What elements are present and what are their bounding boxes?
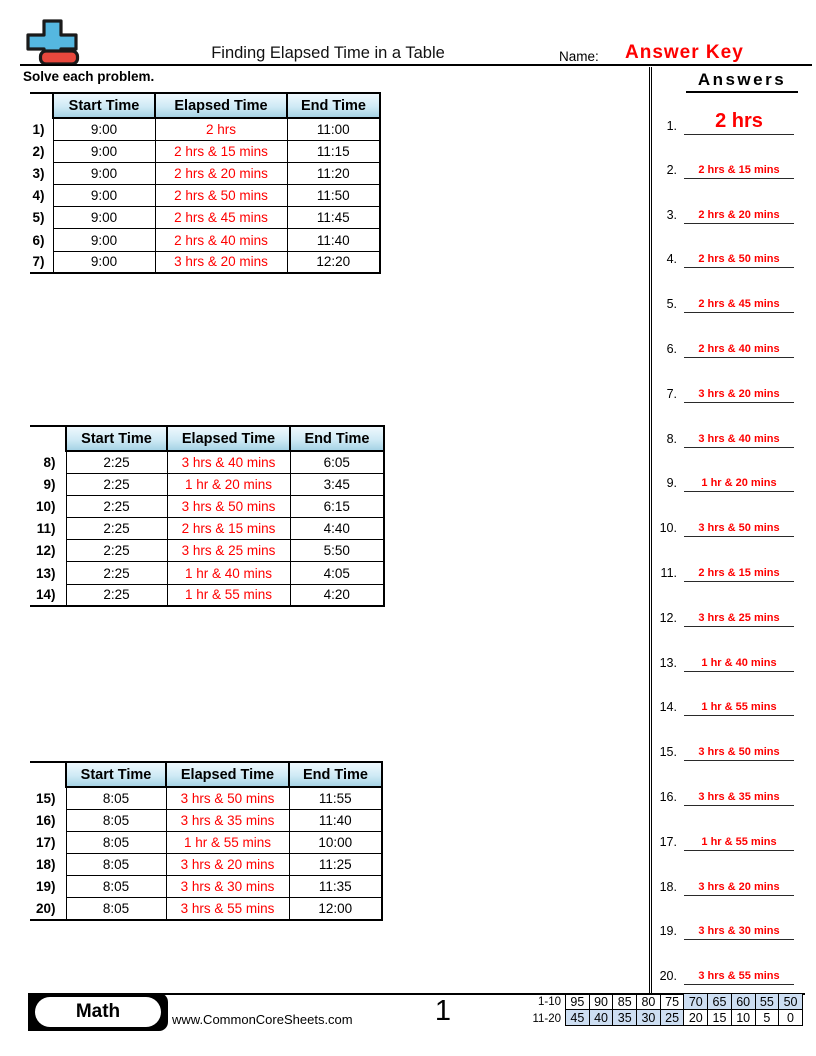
problem-number: 16) — [35, 812, 56, 828]
answer-item-20 — [651, 970, 797, 985]
answer-blank-line: 1 hr & 20 mins — [684, 477, 794, 492]
answer-number: 12. — [659, 610, 677, 625]
answer-number: 7. — [666, 386, 677, 401]
end-time-cell: 10:00 — [289, 831, 382, 853]
answer-blank-line: 1 hr & 55 mins — [684, 836, 794, 851]
page-number: 1 — [434, 995, 452, 1027]
answer-blank-line: 2 hrs & 15 mins — [684, 164, 794, 179]
answers-heading: Answers — [686, 70, 798, 93]
table-header-row — [30, 426, 384, 451]
table-row — [30, 518, 384, 540]
score-grid-row — [566, 1010, 803, 1026]
start-time-cell: 2:25 — [66, 473, 167, 495]
table-row — [30, 584, 384, 606]
column-header-end-time: End Time — [289, 762, 382, 787]
table-row — [30, 787, 382, 809]
elapsed-time-cell: 3 hrs & 20 mins — [166, 854, 289, 876]
start-time-cell: 2:25 — [66, 518, 167, 540]
elapsed-time-cell: 3 hrs & 20 mins — [155, 251, 287, 273]
start-time-cell: 8:05 — [66, 809, 166, 831]
elapsed-time-cell: 2 hrs & 15 mins — [155, 140, 287, 162]
answer-number: 15. — [659, 745, 677, 760]
instruction-text: Solve each problem. — [23, 69, 155, 84]
end-time-cell: 11:40 — [287, 229, 380, 251]
problem-number: 7) — [32, 254, 45, 270]
problem-number: 2) — [32, 143, 45, 159]
elapsed-time-cell: 3 hrs & 50 mins — [167, 495, 290, 517]
header-number-spacer — [30, 93, 53, 118]
start-time-cell: 2:25 — [66, 495, 167, 517]
start-time-cell: 8:05 — [66, 854, 166, 876]
table-row — [30, 495, 384, 517]
answer-blank-line: 3 hrs & 30 mins — [684, 925, 794, 940]
answer-item-15 — [651, 746, 797, 761]
elapsed-time-cell: 3 hrs & 30 mins — [166, 876, 289, 898]
end-time-cell: 11:35 — [289, 876, 382, 898]
table-row — [30, 162, 380, 184]
table-row — [30, 229, 380, 251]
elapsed-time-cell: 2 hrs & 40 mins — [155, 229, 287, 251]
elapsed-time-table — [30, 92, 381, 274]
answer-blank-line: 1 hr & 55 mins — [684, 701, 794, 716]
answer-item-18 — [651, 881, 797, 896]
score-cell: 5 — [755, 1010, 779, 1026]
answer-blank-line: 3 hrs & 25 mins — [684, 612, 794, 627]
page-title: Finding Elapsed Time in a Table — [211, 44, 445, 62]
table-row — [30, 140, 380, 162]
answer-blank-line: 2 hrs & 50 mins — [684, 253, 794, 268]
answer-blank-line: 3 hrs & 50 mins — [684, 522, 794, 537]
elapsed-time-cell: 3 hrs & 55 mins — [166, 898, 289, 920]
answer-number: 2. — [666, 162, 677, 177]
answer-blank-line: 3 hrs & 20 mins — [684, 881, 794, 896]
elapsed-time-table — [30, 761, 383, 921]
problem-number: 8) — [43, 454, 56, 470]
score-cell: 20 — [684, 1010, 708, 1026]
answer-item-6 — [651, 343, 797, 358]
score-cell: 10 — [731, 1010, 755, 1026]
end-time-cell: 6:15 — [290, 495, 384, 517]
subject-badge — [28, 993, 168, 1031]
score-cell: 40 — [589, 1010, 613, 1026]
answer-item-2 — [651, 164, 797, 179]
problem-number: 13) — [35, 565, 56, 581]
table-row — [30, 207, 380, 229]
elapsed-time-cell: 3 hrs & 35 mins — [166, 809, 289, 831]
answer-item-7 — [651, 388, 797, 403]
problem-number: 6) — [32, 232, 45, 248]
answer-item-11 — [651, 567, 797, 582]
answer-item-8 — [651, 433, 797, 448]
end-time-cell: 11:15 — [287, 140, 380, 162]
answer-number: 19. — [659, 924, 677, 939]
start-time-cell: 8:05 — [66, 898, 166, 920]
answer-number: 10. — [659, 521, 677, 536]
answer-item-10 — [651, 522, 797, 537]
table-row — [30, 876, 382, 898]
start-time-cell: 9:00 — [53, 140, 155, 162]
problem-number: 14) — [35, 587, 56, 603]
end-time-cell: 4:05 — [290, 562, 384, 584]
answer-number: 17. — [659, 834, 677, 849]
column-header-elapsed-time: Elapsed Time — [155, 93, 287, 118]
end-time-cell: 4:20 — [290, 584, 384, 606]
answer-blank-line: 3 hrs & 40 mins — [684, 433, 794, 448]
answer-item-3 — [651, 209, 797, 224]
end-time-cell: 11:00 — [287, 118, 380, 140]
answer-item-5 — [651, 298, 797, 313]
end-time-cell: 11:20 — [287, 162, 380, 184]
score-cell: 85 — [613, 994, 637, 1010]
answer-blank-line: 3 hrs & 20 mins — [684, 388, 794, 403]
table-row — [30, 898, 382, 920]
start-time-cell: 8:05 — [66, 787, 166, 809]
answer-number: 9. — [666, 476, 677, 491]
elapsed-time-cell: 3 hrs & 50 mins — [166, 787, 289, 809]
header-number-spacer — [30, 762, 66, 787]
end-time-cell: 4:40 — [290, 518, 384, 540]
answer-blank-line: 2 hrs & 20 mins — [684, 209, 794, 224]
score-cell: 80 — [637, 994, 661, 1010]
problem-table-2 — [30, 425, 385, 607]
problem-number: 15) — [35, 790, 56, 806]
problem-table-3 — [30, 761, 383, 921]
answer-number: 1. — [666, 119, 677, 133]
problem-number: 17) — [35, 834, 56, 850]
score-cell: 0 — [779, 1010, 803, 1026]
score-grid — [565, 993, 803, 1026]
start-time-cell: 2:25 — [66, 540, 167, 562]
elapsed-time-cell: 3 hrs & 40 mins — [167, 451, 290, 473]
answer-blank-line: 3 hrs & 35 mins — [684, 791, 794, 806]
elapsed-time-cell: 2 hrs & 50 mins — [155, 185, 287, 207]
table-row — [30, 251, 380, 273]
score-cell: 70 — [684, 994, 708, 1010]
end-time-cell: 12:00 — [289, 898, 382, 920]
elapsed-time-cell: 1 hr & 55 mins — [166, 831, 289, 853]
elapsed-time-cell: 1 hr & 40 mins — [167, 562, 290, 584]
answer-item-4 — [651, 253, 797, 268]
table-header-row — [30, 93, 380, 118]
subject-label: Math — [35, 997, 161, 1027]
name-label: Name: — [559, 49, 599, 64]
table-header-row — [30, 762, 382, 787]
score-cell: 55 — [755, 994, 779, 1010]
answer-item-12 — [651, 612, 797, 627]
elapsed-time-table — [30, 425, 385, 607]
answer-blank-line: 1 hr & 40 mins — [684, 657, 794, 672]
score-cell: 35 — [613, 1010, 637, 1026]
table-row — [30, 451, 384, 473]
table-row — [30, 831, 382, 853]
website-url: www.CommonCoreSheets.com — [172, 1012, 353, 1027]
answer-number: 18. — [659, 879, 677, 894]
answer-item-19 — [651, 925, 797, 940]
start-time-cell: 2:25 — [66, 562, 167, 584]
end-time-cell: 12:20 — [287, 251, 380, 273]
answer-item-13 — [651, 657, 797, 672]
answer-blank-line: 3 hrs & 50 mins — [684, 746, 794, 761]
elapsed-time-cell: 2 hrs & 15 mins — [167, 518, 290, 540]
score-cell: 90 — [589, 994, 613, 1010]
column-header-start-time: Start Time — [66, 426, 167, 451]
elapsed-time-cell: 2 hrs & 20 mins — [155, 162, 287, 184]
elapsed-time-cell: 2 hrs — [155, 118, 287, 140]
problem-number: 4) — [32, 188, 45, 204]
start-time-cell: 2:25 — [66, 451, 167, 473]
elapsed-time-cell: 3 hrs & 25 mins — [167, 540, 290, 562]
start-time-cell: 9:00 — [53, 118, 155, 140]
header-number-spacer — [30, 426, 66, 451]
answer-number: 5. — [666, 297, 677, 312]
end-time-cell: 11:50 — [287, 185, 380, 207]
start-time-cell: 9:00 — [53, 185, 155, 207]
score-cell: 65 — [708, 994, 732, 1010]
answer-blank-line: 2 hrs & 45 mins — [684, 298, 794, 313]
score-cell: 95 — [566, 994, 590, 1010]
problem-number: 12) — [35, 543, 56, 559]
score-cell: 50 — [779, 994, 803, 1010]
problem-number: 19) — [35, 879, 56, 895]
answer-number: 8. — [666, 431, 677, 446]
answer-item-17 — [651, 836, 797, 851]
answer-number: 14. — [659, 700, 677, 715]
problem-number: 9) — [43, 476, 56, 492]
answer-blank-line: 2 hrs — [684, 110, 794, 135]
end-time-cell: 11:25 — [289, 854, 382, 876]
start-time-cell: 9:00 — [53, 162, 155, 184]
column-header-start-time: Start Time — [66, 762, 166, 787]
answer-key-text: Answer Key — [625, 42, 744, 63]
problem-table-1 — [30, 92, 381, 274]
score-cell: 15 — [708, 1010, 732, 1026]
table-row — [30, 540, 384, 562]
score-grid-label-11-20: 11-20 — [532, 1013, 561, 1025]
score-cell: 75 — [660, 994, 684, 1010]
end-time-cell: 11:45 — [287, 207, 380, 229]
end-time-cell: 11:40 — [289, 809, 382, 831]
problem-number: 20) — [35, 901, 56, 917]
table-row — [30, 562, 384, 584]
score-grid-label-1-10: 1-10 — [537, 996, 561, 1008]
table-row — [30, 854, 382, 876]
elapsed-time-cell: 1 hr & 20 mins — [167, 473, 290, 495]
answer-blank-line: 3 hrs & 55 mins — [684, 970, 794, 985]
answer-number: 16. — [659, 790, 677, 804]
problem-number: 5) — [32, 210, 45, 226]
answer-blank-line: 2 hrs & 40 mins — [684, 343, 794, 358]
score-grid-row — [566, 994, 803, 1010]
answer-item-16 — [651, 791, 797, 806]
start-time-cell: 8:05 — [66, 831, 166, 853]
column-header-elapsed-time: Elapsed Time — [167, 426, 290, 451]
table-row — [30, 473, 384, 495]
answer-number: 3. — [666, 207, 677, 222]
end-time-cell: 11:55 — [289, 787, 382, 809]
answer-item-1 — [651, 110, 797, 135]
end-time-cell: 3:45 — [290, 473, 384, 495]
elapsed-time-cell: 2 hrs & 45 mins — [155, 207, 287, 229]
start-time-cell: 8:05 — [66, 876, 166, 898]
problem-number: 18) — [35, 857, 56, 873]
start-time-cell: 2:25 — [66, 584, 167, 606]
end-time-cell: 5:50 — [290, 540, 384, 562]
answer-number: 6. — [666, 342, 677, 356]
elapsed-time-cell: 1 hr & 55 mins — [167, 584, 290, 606]
column-header-end-time: End Time — [290, 426, 384, 451]
score-cell: 45 — [566, 1010, 590, 1026]
answer-number: 13. — [659, 655, 677, 670]
plus-minus-icon — [24, 16, 82, 68]
score-cell: 60 — [731, 994, 755, 1010]
answer-number: 20. — [659, 969, 677, 984]
answer-blank-line: 2 hrs & 15 mins — [684, 567, 794, 582]
problem-number: 3) — [32, 165, 45, 181]
answer-number: 11. — [660, 566, 677, 580]
header-divider-line — [20, 64, 812, 66]
column-header-end-time: End Time — [287, 93, 380, 118]
table-row — [30, 809, 382, 831]
column-header-start-time: Start Time — [53, 93, 155, 118]
start-time-cell: 9:00 — [53, 229, 155, 251]
end-time-cell: 6:05 — [290, 451, 384, 473]
score-cell: 25 — [660, 1010, 684, 1026]
answer-number: 4. — [666, 252, 677, 267]
table-row — [30, 185, 380, 207]
start-time-cell: 9:00 — [53, 207, 155, 229]
score-grid-table — [565, 993, 803, 1026]
score-cell: 30 — [637, 1010, 661, 1026]
answer-item-14 — [651, 701, 797, 716]
answer-item-9 — [651, 477, 797, 492]
column-header-elapsed-time: Elapsed Time — [166, 762, 289, 787]
problem-number: 11) — [36, 521, 56, 537]
start-time-cell: 9:00 — [53, 251, 155, 273]
problem-number: 1) — [32, 121, 45, 137]
table-row — [30, 118, 380, 140]
problem-number: 10) — [35, 498, 56, 514]
